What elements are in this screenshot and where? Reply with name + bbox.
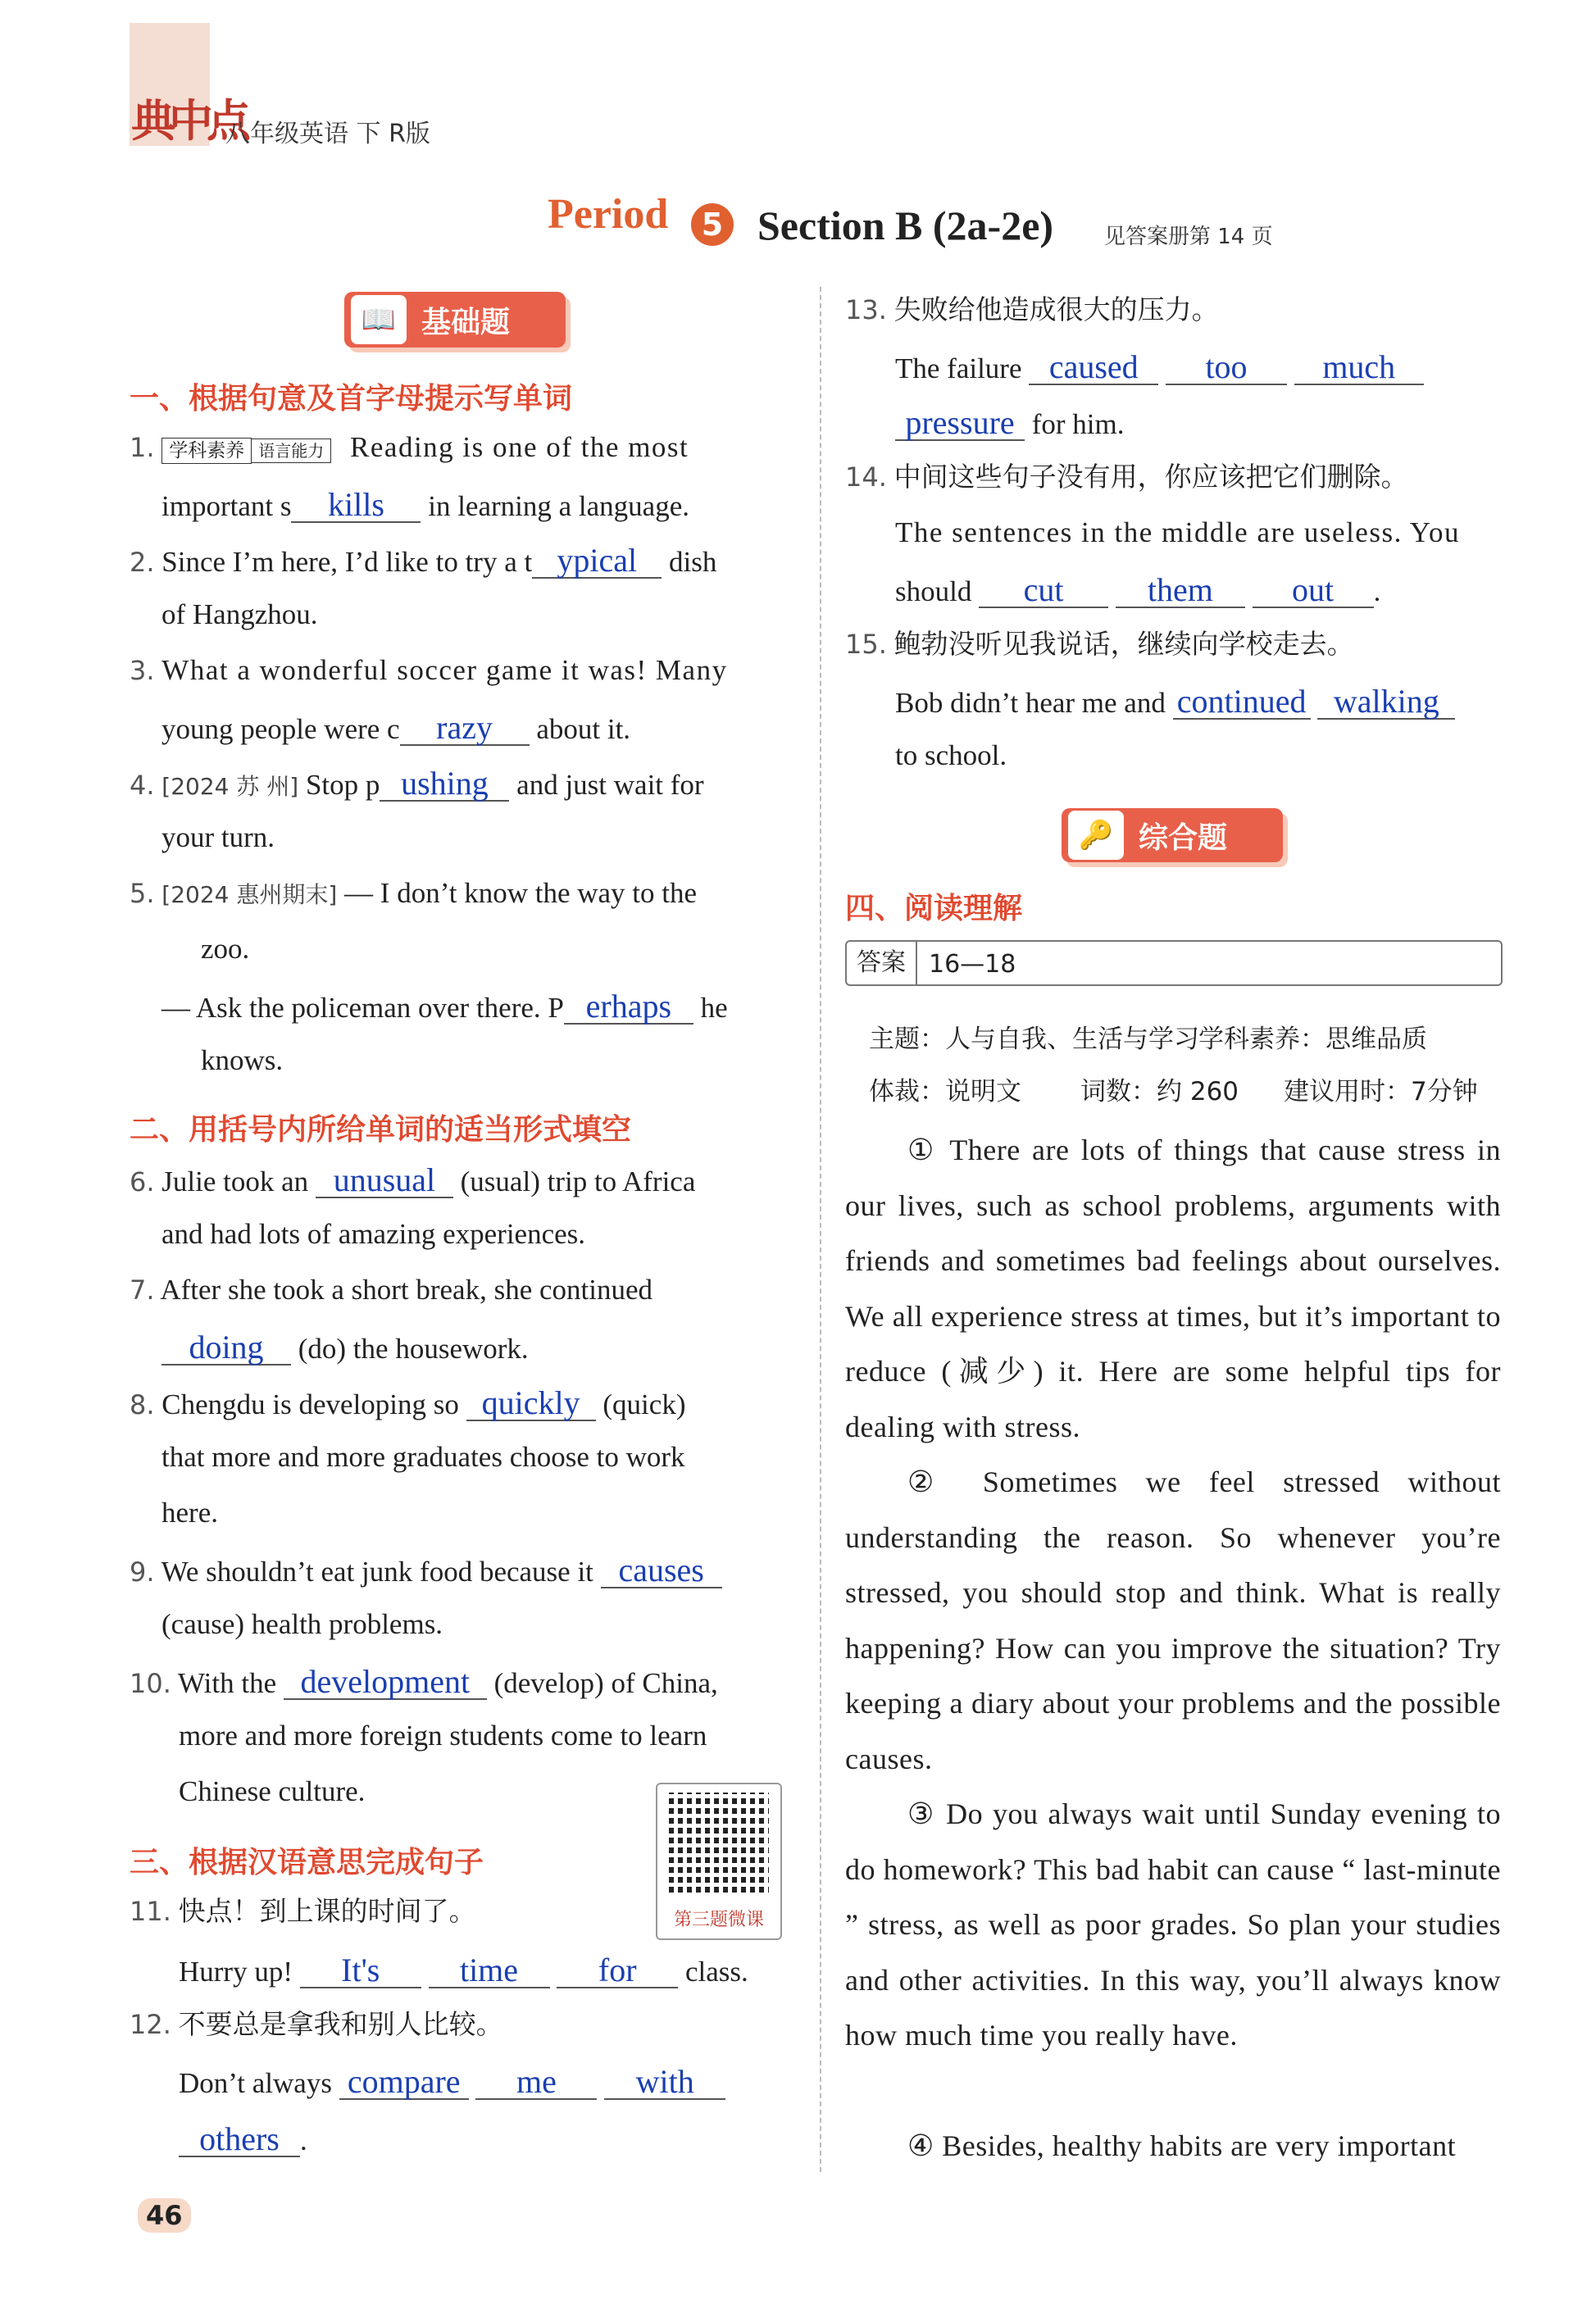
q4-number: 4. [130, 770, 155, 801]
q8-line1 [130, 1384, 686, 1421]
q1-number: 1. [130, 432, 155, 463]
q6-text-a: Julie took an [161, 1166, 309, 1197]
comprehensive-badge [1062, 808, 1283, 862]
q14-answer-3[interactable]: out [1253, 574, 1374, 608]
q15-line2 [895, 685, 1455, 720]
q13-line2 [895, 348, 1424, 385]
q10-answer[interactable]: development [284, 1665, 487, 1700]
q5-text-a: — Ask the policeman over there. P [161, 992, 564, 1024]
q11-number: 11. [130, 1896, 171, 1927]
q14-number: 14. [845, 461, 887, 493]
q5-line1 [130, 879, 697, 907]
q1-line2 [161, 486, 689, 523]
q1-tag-language: 语言能力 [252, 439, 331, 463]
key-icon: 🔑 [1068, 811, 1124, 860]
q3-line2 [161, 711, 630, 746]
q4-answer[interactable]: ushing [380, 767, 509, 802]
q12-period: . [300, 2124, 307, 2156]
q5-line3 [161, 990, 728, 1025]
q4-line1 [130, 767, 704, 802]
period-number: 5 [691, 203, 734, 246]
qr-label: 第三题微课 [673, 1910, 764, 1930]
q5-line4: knows. [201, 1044, 284, 1076]
q12-answer-4[interactable]: others [179, 2123, 300, 2157]
q2-number: 2. [130, 547, 155, 578]
q12-answer-2[interactable]: me [475, 2065, 597, 2100]
q11-text-b: class. [685, 1956, 748, 1988]
q1-answer[interactable]: kills [291, 489, 421, 523]
q14-line2: The sentences in the middle are useless. You [895, 516, 1461, 548]
q9-line1 [130, 1554, 722, 1588]
q8-text-a: Chengdu is developing so [161, 1388, 459, 1420]
basic-badge [344, 292, 566, 348]
q7-line2 [161, 1331, 529, 1366]
q15-answer-1[interactable]: continued [1173, 685, 1311, 720]
q11-line1 [130, 1897, 476, 1925]
q3-line1 [130, 656, 728, 684]
q15-chinese: 鲍勃没听见我说话，继续向学校走去。 [893, 628, 1354, 660]
q9-line2: (cause) health problems. [161, 1608, 443, 1640]
q11-chinese: 快点！到上课的时间了。 [178, 1895, 476, 1927]
q14-line1 [845, 462, 1408, 491]
q13-answer-1[interactable]: caused [1029, 351, 1158, 385]
q10-number: 10. [130, 1668, 171, 1699]
q13-line1 [845, 295, 1219, 324]
q8-line3: here. [161, 1497, 218, 1529]
answer-range-label: 答案 [847, 942, 917, 984]
q3-answer[interactable]: razy [400, 711, 530, 746]
period-label: Period [548, 191, 669, 238]
reading-paragraph-1: ① There are lots of things that cause stress in our lives, such as school problems, arguments with friends and sometimes bad feelings about ourselves. We all experience stress at times, but it’s important to reduce (减少) it. Here are some helpful tips for dealing with stress. [845, 1134, 1501, 1443]
q14-answer-1[interactable]: cut [979, 574, 1108, 608]
q13-answer-4[interactable]: pressure [895, 407, 1025, 441]
q15-number: 15. [845, 629, 887, 660]
column-divider [820, 287, 821, 2172]
q5-text-b: he [700, 992, 728, 1024]
q12-answer-1[interactable]: compare [339, 2065, 469, 2100]
q5-number: 5. [130, 878, 155, 909]
q11-line2 [179, 1954, 748, 1988]
q9-number: 9. [130, 1556, 155, 1588]
q2-line2: of Hangzhou. [161, 598, 318, 630]
book-title: 八年级英语 下 R版 [225, 120, 430, 148]
answer-reference: 见答案册第 14 页 [1104, 225, 1273, 249]
q12-answer-3[interactable]: with [604, 2065, 725, 2100]
q1-tag-literacy: 学科素养 [161, 438, 252, 464]
section-3-heading: 三、根据汉语意思完成句子 [130, 1846, 484, 1879]
q6-line2: and had lots of amazing experiences. [161, 1218, 586, 1250]
q15-line3: to school. [895, 739, 1007, 771]
q10-line3: Chinese culture. [179, 1775, 366, 1807]
reading-paragraph-3: ③ Do you always wait until Sunday evening to do homework? This bad habit can cause “ last-minute ” stress, as well as poor grades. So plan your studies and other activities. In this way, you’ll always know how much time you really have. [845, 1797, 1501, 2052]
q6-answer[interactable]: unusual [316, 1164, 453, 1198]
q2-text-a: Since I’m here, I’d like to try a t [161, 546, 533, 578]
q1-text-a: important s [161, 490, 292, 522]
q4-line2: your turn. [161, 821, 275, 853]
reading-theme: 主题：人与自我、生活与学习 [869, 1025, 1199, 1054]
reading-suggested-time: 建议用时：7分钟 [1284, 1077, 1478, 1107]
reading-paragraph-4: ④ Besides, healthy habits are very important [907, 2129, 1457, 2162]
qr-code-image [669, 1793, 769, 1893]
basic-badge-label: 基础题 [421, 305, 511, 339]
q15-line1 [845, 629, 1354, 658]
q7-line1 [130, 1275, 652, 1304]
q13-number: 13. [845, 294, 887, 325]
q14-answer-2[interactable]: them [1116, 574, 1245, 608]
section-2-heading: 二、用括号内所给单词的适当形式填空 [130, 1113, 632, 1147]
q10-line1 [130, 1665, 718, 1700]
page-number: 46 [138, 2198, 191, 2233]
q11-text-a: Hurry up! [179, 1956, 293, 1988]
q3-text-a: young people were c [161, 713, 400, 745]
q1-text-b: in learning a language. [428, 490, 689, 522]
q8-text-b: (quick) [602, 1388, 686, 1420]
q4-text-b: and just wait for [516, 769, 704, 801]
q7-answer[interactable]: doing [161, 1331, 291, 1366]
logo: 典中点 [131, 95, 244, 147]
section-title: Section B (2a-2e) [757, 202, 1054, 248]
reading-word-count: 词数：约 260 [1080, 1077, 1239, 1107]
q13-line3 [895, 404, 1125, 441]
q12-line2 [179, 2065, 725, 2100]
q14-line3 [895, 571, 1381, 608]
q9-text-a: We shouldn’t eat junk food because it [161, 1556, 593, 1588]
q3-text-b: about it. [536, 713, 631, 745]
q7-text: After she took a short break, she continued [160, 1274, 653, 1306]
q5-text: — I don’t know the way to the [344, 877, 698, 909]
q1-line1 [130, 433, 689, 461]
q13-chinese: 失败给他造成很大的压力。 [893, 293, 1219, 325]
q12-chinese: 不要总是拿我和别人比较。 [178, 2008, 503, 2040]
q2-text-b: dish [668, 546, 717, 578]
q10-text-b: (develop) of China, [493, 1667, 718, 1699]
q5-source: [2024 惠州期末] [161, 881, 338, 908]
reading-literacy: 学科素养：思维品质 [1198, 1025, 1427, 1054]
section-4-heading: 四、阅读理解 [845, 892, 1023, 925]
q12-line1 [130, 2010, 503, 2038]
reading-genre: 体裁：说明文 [869, 1077, 1021, 1107]
q11-answer-1[interactable]: It's [300, 1954, 421, 1988]
q11-answer-3[interactable]: for [557, 1954, 678, 1988]
section-1-heading: 一、根据句意及首字母提示写单词 [130, 382, 573, 416]
answer-range-box [845, 940, 1503, 986]
q12-text-a: Don’t always [179, 2067, 332, 2099]
q14-text-a: should [895, 575, 972, 607]
q8-answer[interactable]: quickly [466, 1387, 596, 1421]
q13-answer-3[interactable]: much [1294, 351, 1424, 385]
q2-answer[interactable]: ypical [532, 544, 662, 579]
q13-text-b: for him. [1031, 408, 1125, 440]
q14-chinese: 中间这些句子没有用，你应该把它们删除。 [893, 461, 1408, 493]
q7-text-b: (do) the housework. [298, 1333, 529, 1365]
comprehensive-badge-label: 综合题 [1139, 820, 1228, 855]
q12-line3 [179, 2120, 307, 2157]
q5-line2: zoo. [201, 933, 250, 965]
q7-number: 7. [130, 1275, 155, 1306]
qr-code[interactable] [656, 1783, 782, 1940]
q13-text-a: The failure [895, 352, 1022, 384]
q14-period: . [1373, 575, 1381, 607]
q4-source: [2024 苏 州] [161, 773, 299, 800]
q11-answer-2[interactable]: time [429, 1954, 550, 1988]
q6-number: 6. [130, 1166, 155, 1197]
q3-text: What a wonderful soccer game it was! Many [161, 654, 728, 686]
q3-number: 3. [130, 655, 155, 686]
q15-answer-2[interactable]: walking [1317, 685, 1455, 720]
q1-text: Reading is one of the most [350, 431, 689, 463]
q9-answer[interactable]: causes [601, 1554, 722, 1588]
q2-line1 [130, 544, 716, 579]
q6-text-b: (usual) trip to Africa [460, 1166, 696, 1197]
q6-line1 [130, 1161, 696, 1198]
q12-number: 12. [130, 2009, 171, 2040]
book-icon: 📖 [351, 295, 407, 344]
q4-text-a: Stop p [305, 769, 380, 801]
q15-text-a: Bob didn’t hear me and [895, 687, 1166, 719]
reading-paragraph-2: ② Sometimes we feel stressed without understanding the reason. So whenever you’re stressed, you should stop and think. What is really happening? How can you improve the situation? Try keeping a diary about your problems and the possible causes. [845, 1466, 1501, 1775]
q8-line2: that more and more graduates choose to work [161, 1441, 685, 1473]
q10-line2: more and more foreign students come to learn [179, 1720, 707, 1752]
answer-range-value: 16—18 [929, 950, 1016, 979]
q10-text-a: With the [178, 1667, 277, 1699]
q5-answer[interactable]: erhaps [564, 990, 693, 1025]
q13-answer-2[interactable]: too [1166, 351, 1287, 385]
q8-number: 8. [130, 1389, 155, 1420]
